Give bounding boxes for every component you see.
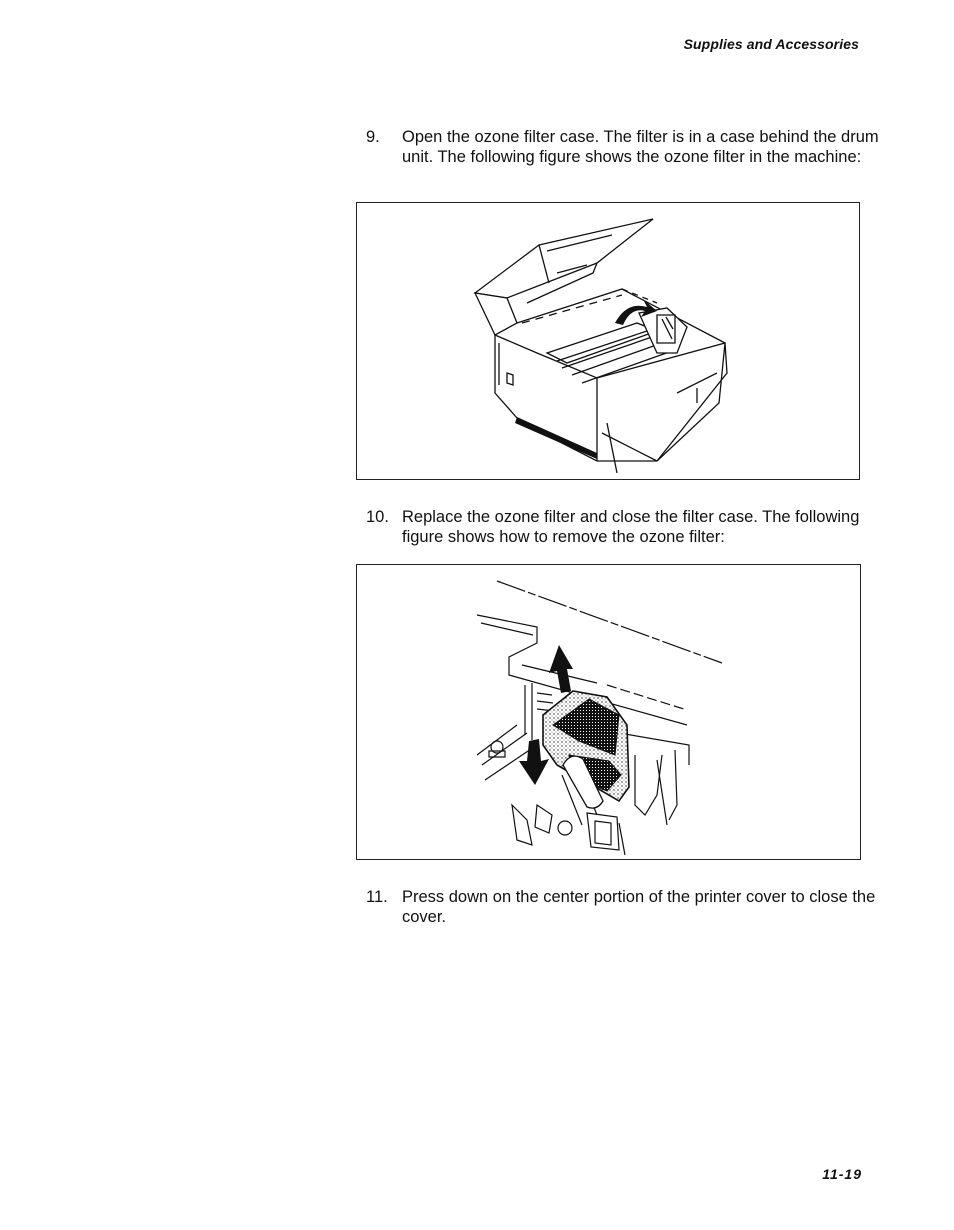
step-text: Open the ozone filter case. The filter is in a case behind the drum unit. The following figure shows the ozone filter in the machine: [402, 128, 879, 166]
step-number: 9. [366, 128, 380, 146]
figure-filter-removal [356, 564, 861, 860]
figure-printer-open [356, 202, 860, 480]
step-text: Press down on the center portion of the printer cover to close the cover. [402, 888, 876, 926]
printer-open-illustration [357, 203, 861, 481]
page-number: 11-19 [822, 1166, 862, 1182]
step-text: Replace the ozone filter and close the filter case. The following figure shows how to remove the ozone filter: [402, 508, 860, 546]
step-number: 11. [366, 888, 388, 906]
filter-removal-illustration [357, 565, 862, 861]
step-number: 10. [366, 508, 389, 526]
running-header: Supplies and Accessories [683, 36, 859, 52]
